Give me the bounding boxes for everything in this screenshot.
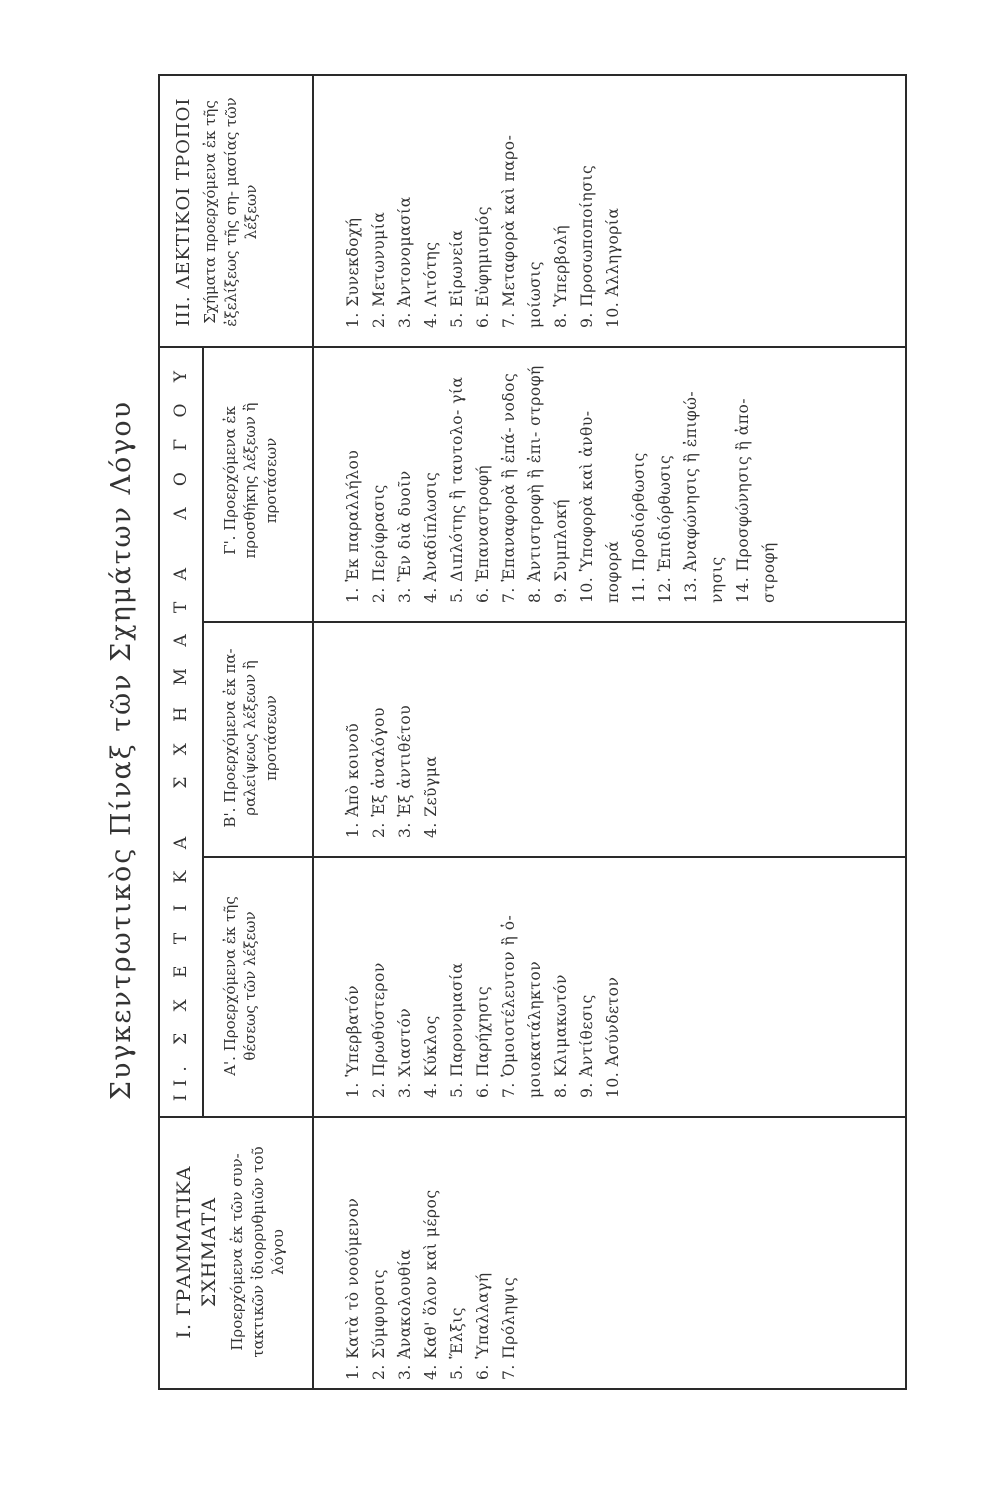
list-item: 3. Χιαστόν bbox=[396, 1007, 414, 1098]
list-item: 8. Κλιμακωτόν bbox=[552, 974, 570, 1098]
list-item: 3. Ἐξ ἀντιθέτου bbox=[396, 704, 414, 838]
grammatical-subheading: Προερχόμενα ἐκ τῶν συν- τακτικῶν ἰδιορρυθμιῶν τοῦ λόγου bbox=[228, 1146, 287, 1358]
list-item: 10. Ἀλληγορία bbox=[604, 207, 622, 328]
list-item: 9. Συμπλοκή bbox=[552, 499, 570, 603]
summary-table bbox=[158, 74, 907, 1390]
list-item: 3. Ἓν διὰ δυοῖν bbox=[396, 470, 414, 603]
list-item: 10. Ὑποφορὰ καὶ ἀνθυ- ποφορά bbox=[578, 410, 622, 603]
grammatical-list bbox=[340, 1124, 522, 1380]
list-item: 14. Προσφώνησις ἢ ἀπο- στροφή bbox=[734, 397, 778, 603]
list-item: 9. Προσωποποίησις bbox=[578, 164, 596, 328]
list-item: 2. Μετωνυμία bbox=[370, 211, 388, 328]
list-item: 5. Εἰρωνεία bbox=[448, 229, 466, 328]
lexical-subheading: Σχήματα προερχόμενα ἐκ τῆς ἐξελίξεως τῆς ση- μασίας τῶν λέξεων bbox=[201, 97, 260, 327]
divider-lexical bbox=[160, 346, 905, 348]
list-item: 2. Σύμφυρσις bbox=[370, 1269, 388, 1380]
syntactic-heading: II. Σ Χ Ε Τ Ι Κ Α Σ Χ Η Μ Α Τ Α Λ Ο Γ Ο Υ bbox=[171, 362, 191, 1102]
list-item: 6. Ὑπαλλαγή bbox=[474, 1272, 492, 1380]
list-item: 4. Ἀναδίπλωσις bbox=[422, 471, 440, 603]
divider-subheader bbox=[202, 348, 204, 1118]
list-item: 1. Ἐκ παραλλήλου bbox=[344, 449, 362, 603]
list-item: 2. Περίφρασις bbox=[370, 484, 388, 603]
list-item: 3. Ἀντονομασία bbox=[396, 196, 414, 328]
syntactic-c-list bbox=[340, 358, 782, 603]
list-item: 1. Ὑπερβατόν bbox=[344, 985, 362, 1098]
divider-grammatical bbox=[160, 1116, 905, 1118]
list-item: 1. Κατὰ τὸ νοούμενον bbox=[344, 1197, 362, 1380]
divider-header bbox=[312, 76, 314, 1388]
list-item: 7. Ἐπαναφορὰ ἢ ἐπά- νοδος bbox=[500, 372, 518, 603]
syntactic-b-list bbox=[340, 633, 444, 838]
list-item: 9. Ἀντίθεσις bbox=[578, 994, 596, 1098]
list-item: 6. Ἐπαναστροφή bbox=[474, 464, 492, 603]
list-item: 4. Κύκλος bbox=[422, 1015, 440, 1098]
grammatical-header bbox=[172, 1124, 288, 1380]
list-item: 8. Ὑπερβολή bbox=[552, 224, 570, 328]
list-item: 7. Ὁμοιοτέλευτον ἢ ὁ- μοιοκατάληκτον bbox=[500, 914, 544, 1098]
list-item: 13. Ἀναφώνησις ἢ ἐπιφώ- νησις bbox=[682, 390, 726, 603]
page-title: Συγκεντρωτικὸς Πίναξ τῶν Σχημάτων Λόγου bbox=[106, 399, 137, 1101]
list-item: 6. Εὐφημισμός bbox=[474, 206, 492, 328]
list-item: 3. Ἀνακολουθία bbox=[396, 1248, 414, 1380]
list-item: 11. Προδιόρθωσις bbox=[630, 452, 648, 603]
list-item: 1. Συνεκδοχή bbox=[344, 217, 362, 328]
list-item: 1. Ἀπὸ κοινοῦ bbox=[344, 722, 362, 838]
list-item: 2. Πρωθύστερον bbox=[370, 962, 388, 1098]
list-item: 4. Ζεῦγμα bbox=[422, 755, 440, 838]
list-item: 8. Ἀντιστροφὴ ἢ ἐπι- στροφή bbox=[526, 365, 544, 603]
syntactic-c-heading: Γ'. Προερχόμενα ἐκ προσθήκης λέξεων ἢ προτάσεων bbox=[221, 402, 280, 559]
list-item: 7. Μεταφορὰ καὶ παρο- μοίωσις bbox=[500, 134, 544, 328]
syntactic-b-heading: Β'. Προερχόμενα ἐκ πα- ραλείψεως λέξεων ἢ προτάσεων bbox=[221, 648, 280, 828]
list-item: 5. Διπλότης ἢ ταυτολο- γία bbox=[448, 376, 466, 603]
syntactic-a-list bbox=[340, 868, 626, 1098]
syntactic-a-heading: Α'. Προερχόμενα ἐκ τῆς θέσεως τῶν λέξεων bbox=[221, 896, 260, 1076]
list-item: 10. Ἀσύνδετον bbox=[604, 976, 622, 1098]
divider-syntactic-a bbox=[202, 856, 905, 858]
list-item: 6. Παρήχησις bbox=[474, 985, 492, 1098]
lexical-header bbox=[172, 82, 261, 342]
grammatical-heading: I. ΓΡΑΜΜΑΤΙΚΑ ΣΧΗΜΑΤΑ bbox=[173, 1165, 220, 1339]
lexical-list bbox=[340, 88, 626, 328]
divider-syntactic-b bbox=[202, 621, 905, 623]
list-item: 5. Ἕλξις bbox=[448, 1307, 466, 1380]
list-item: 7. Πρόληψις bbox=[500, 1276, 518, 1380]
list-item: 12. Ἐπιδιόρθωσις bbox=[656, 454, 674, 603]
lexical-heading: III. ΛΕΚΤΙΚΟΙ ΤΡΟΠΟΙ bbox=[173, 97, 194, 327]
list-item: 4. Καθ' ὅλον καὶ μέρος bbox=[422, 1189, 440, 1380]
list-item: 5. Παρονομασία bbox=[448, 962, 466, 1098]
list-item: 2. Ἐξ ἀναλόγου bbox=[370, 707, 388, 838]
list-item: 4. Λιτότης bbox=[422, 241, 440, 328]
